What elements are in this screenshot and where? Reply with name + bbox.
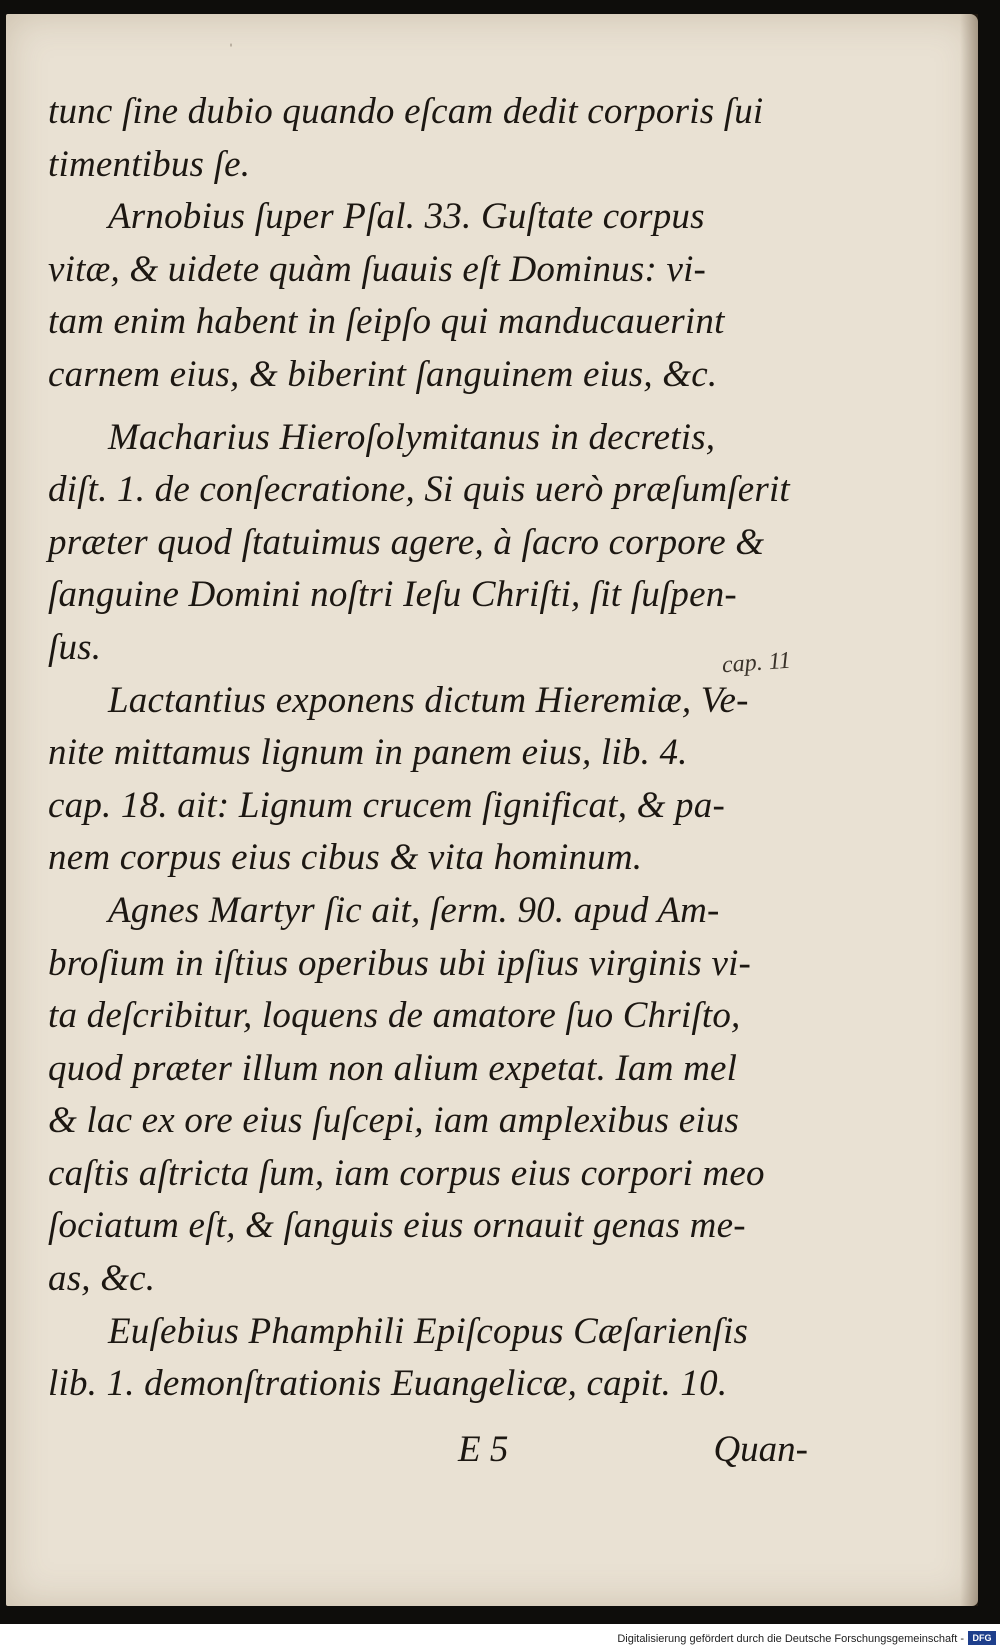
text-line: ta deſcribitur, loquens de amatore ſuo Chriſto, bbox=[48, 995, 741, 1037]
credit-strip bbox=[0, 1624, 1000, 1650]
text-line: Agnes Martyr ſic ait, ſerm. 90. apud Am- bbox=[108, 889, 720, 931]
text-line: Macharius Hieroſolymitanus in decretis, bbox=[108, 416, 716, 458]
text-line: timentibus ſe. bbox=[48, 143, 251, 185]
text-line: Euſebius Phamphili Epiſcopus Cæſarienſis bbox=[108, 1310, 749, 1352]
catchword: Quan- bbox=[713, 1429, 808, 1470]
margin-annotation: cap. 11 bbox=[721, 647, 792, 679]
book-page bbox=[6, 14, 978, 1606]
text-line: tam enim habent in ſeipſo qui manducauerint bbox=[48, 301, 725, 343]
text-line: diſt. 1. de conſecratione, Si quis uerò præſumſerit bbox=[48, 469, 790, 511]
text-line: carnem eius, & biberint ſanguinem eius, &c. bbox=[48, 353, 718, 395]
text-line: nem corpus eius cibus & vita hominum. bbox=[48, 837, 643, 879]
text-line: Arnobius ſuper Pſal. 33. Guſtate corpus bbox=[108, 196, 705, 238]
text-line: ſus. bbox=[48, 626, 102, 668]
page-footer bbox=[48, 1424, 808, 1476]
text-line: lib. 1. demonſtrationis Euangelicæ, capit. 10. bbox=[48, 1363, 728, 1405]
text-line: tunc ſine dubio quando eſcam dedit corporis ſui bbox=[48, 91, 764, 132]
funding-credit: Digitalisierung gefördert durch die Deutsche Forschungsgemeinschaft - bbox=[617, 1633, 964, 1645]
signature-mark: E 5 bbox=[458, 1429, 509, 1470]
dfg-logo: DFG bbox=[968, 1631, 996, 1645]
text-line: ſanguine Domini noſtri Ieſu Chriſti, ſit ſuſpen- bbox=[48, 574, 737, 616]
text-line: nite mittamus lignum in panem eius, lib. 4. bbox=[48, 732, 688, 774]
page-edge-shadow bbox=[960, 14, 978, 1606]
text-line: broſium in iſtius operibus ubi ipſius virginis vi- bbox=[48, 942, 752, 984]
text-line: & lac ex ore eius ſuſcepi, iam amplexibus eius bbox=[48, 1100, 740, 1142]
page-text bbox=[48, 86, 808, 1411]
text-line: quod præter illum non alium expetat. Iam mel bbox=[48, 1047, 738, 1089]
text-line: ſociatum eſt, & ſanguis eius ornauit genas me- bbox=[48, 1205, 746, 1247]
text-line: cap. 18. ait: Lignum crucem ſignificat, & pa- bbox=[48, 784, 725, 826]
text-line: vitæ, & uidete quàm ſuauis eſt Dominus: vi- bbox=[48, 248, 707, 290]
text-line: as, &c. bbox=[48, 1258, 156, 1300]
text-line: præter quod ſtatuimus agere, à ſacro corpore & bbox=[48, 521, 765, 563]
text-line: Lactantius exponens dictum Hieremiæ, Ve- bbox=[108, 679, 749, 721]
text-line: caſtis aſtricta ſum, iam corpus eius corpori meo bbox=[48, 1152, 765, 1194]
ink-mark: ˈ bbox=[228, 40, 234, 60]
